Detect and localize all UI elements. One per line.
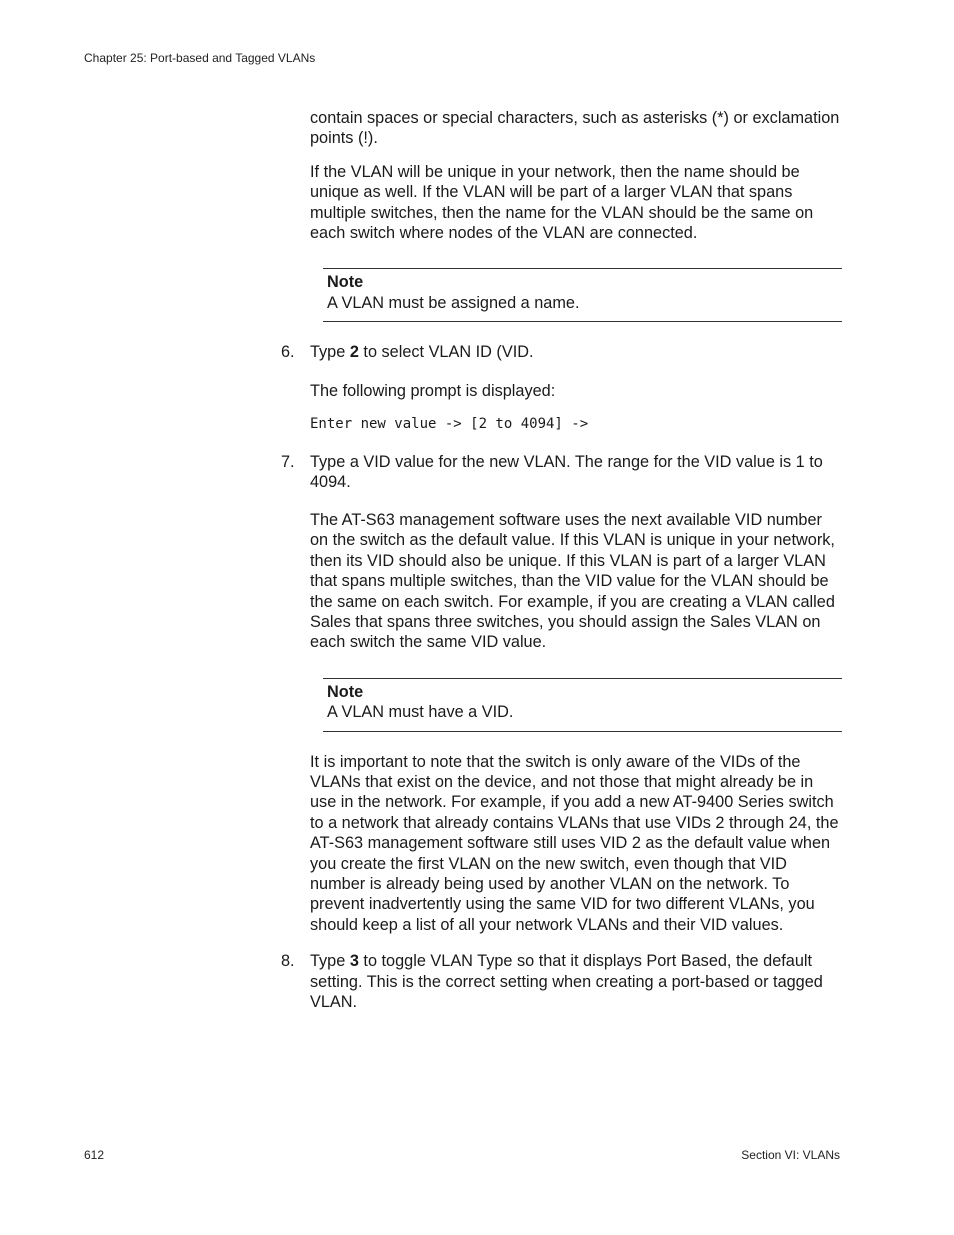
- step-number: 6.: [281, 343, 295, 362]
- page-number: 612: [84, 1148, 105, 1162]
- step-7: [281, 452, 842, 493]
- step-text: Type a VID value for the new VLAN. The range for the VID value is 1 to 4094.: [310, 453, 823, 492]
- note-box-name: [323, 268, 842, 322]
- prompt-intro: The following prompt is displayed:: [310, 381, 556, 400]
- paragraph-continuation: contain spaces or special characters, such as asterisks (*) or exclamation points (!).: [310, 109, 840, 148]
- step-8: [281, 951, 842, 1012]
- paragraph-important: It is important to note that the switch is only aware of the VIDs of the VLANs that exist on the device, and not those that might already be in use in the network. For example, if you add a new AT-9400 Series switch to a network that already contains VLANs that use VIDs 2 through 24, the AT-S63 management software still uses VID 2 as the default value when you create the first VLAN on the new switch, even though that VID number is already being used by another VLAN on the network. To prevent inadvertently using the same VID for two different VLANs, you should keep a list of all your network VLANs and their VID values.: [310, 752, 839, 934]
- step-text-post: to select VLAN ID (VID.: [358, 343, 534, 362]
- step-key: 2: [349, 343, 359, 362]
- prompt-code: Enter new value -> [2 to 4094] ->: [310, 416, 589, 433]
- step-6: [281, 342, 842, 362]
- step-text-pre: Type: [310, 952, 350, 971]
- note-title: Note: [327, 682, 364, 701]
- paragraph-unique-name: If the VLAN will be unique in your network, then the name should be unique as well. If the VLAN will be part of a larger VLAN that spans multiple switches, then the name for the VLAN should be the same on each switch where nodes of the VLAN are connected.: [310, 162, 814, 243]
- note-text: A VLAN must be assigned a name.: [327, 293, 580, 312]
- step-text-pre: Type: [310, 343, 350, 362]
- step-text-post: to toggle VLAN Type so that it displays Port Based, the default setting. This is the correct setting when creating a port-based or tagged VLAN.: [310, 952, 823, 1011]
- note-text: A VLAN must have a VID.: [327, 703, 514, 722]
- paragraph-software: The AT-S63 management software uses the next available VID number on the switch as the default value. If this VLAN is unique in your network, then its VID should also be unique. If this VLAN is part of a larger VLAN that spans multiple switches, than the VID value for the VLAN should be the same on each switch. For example, if you are creating a VLAN called Sales that spans three switches, you should assign the Sales VLAN on each switch the same VID value.: [310, 510, 835, 652]
- section-footer: Section VI: VLANs: [741, 1148, 840, 1162]
- page-content: [281, 108, 842, 1012]
- step-number: 8.: [281, 952, 295, 971]
- step-number: 7.: [281, 453, 295, 472]
- note-title: Note: [327, 273, 364, 292]
- running-header: Chapter 25: Port-based and Tagged VLANs: [84, 51, 316, 65]
- step-key: 3: [349, 952, 359, 971]
- note-box-vid: [323, 678, 842, 732]
